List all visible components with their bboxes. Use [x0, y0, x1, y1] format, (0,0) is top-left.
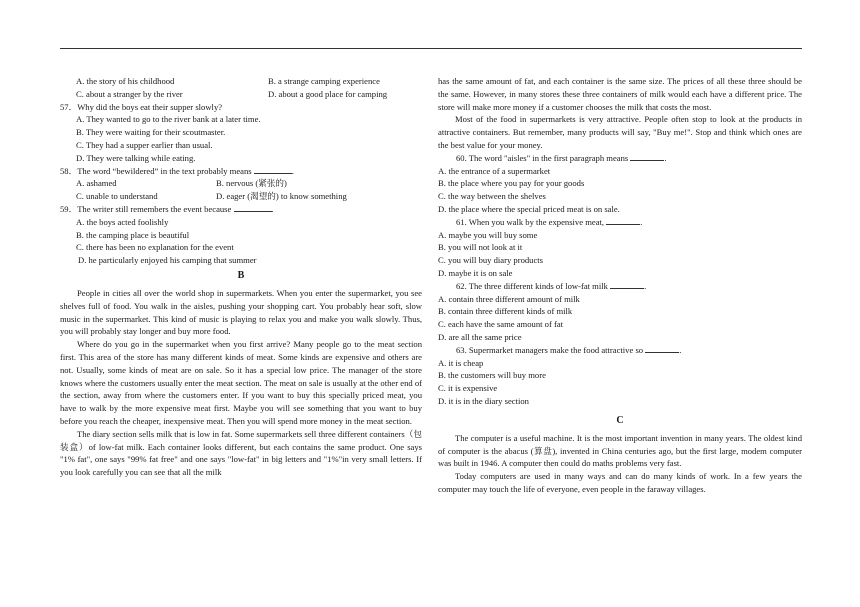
- passage-b-paragraph-3: The diary section sells milk that is low in fat. Some supermarkets sell three different containers（包装盒）of low-fat milk. Each container looks different, but each contains the same product. One says "1% fat", one says "99% fat free" and one says "low-fat" in big letters and "1%"in very small letters. If you look carefully you can see that all the milk: [60, 428, 422, 478]
- option-59-a: A. the boys acted foolishly: [76, 216, 169, 227]
- passage-b-paragraph-3-continued: has the same amount of fat, and each container is the same size. The prices of all these three should be the same. However, in many stores these three containers of milk would each have a different price. The store will make more money if a customer chooses the milk that costs the most.: [438, 76, 802, 112]
- passage-b-paragraph-1: People in cities all over the world shop in supermarkets. When you enter the supermarket, you see shelves full of food. You walk in the aisles, pushing your shopping cart. You probably hear soft, slow music in the supermarket. This kind of music is playing to relax you and make you walk slowly. Thus, you will probably stay longer and buy more food.: [60, 287, 422, 337]
- option-60-b: B. the place where you pay for your goods: [438, 178, 585, 189]
- option-58-b: B. nervous (紧张的): [216, 178, 287, 189]
- question-63-stem: [438, 344, 802, 357]
- option-62-c: C. each have the same amount of fat: [438, 319, 564, 330]
- answer-blank: [610, 280, 647, 291]
- option-59-c: C. there has been no explanation for the event: [76, 242, 234, 253]
- option-58-c: C. unable to understand: [76, 191, 158, 202]
- passage-c-paragraph-1: The computer is a useful machine. It is the most important invention in many years. The oldest kind of computer is the abacus (算盘), invented in China centuries ago, but the first large, modem computer was built in 1946. A computer then could do maths problems very fast.: [438, 432, 802, 469]
- option-61-b: B. you will not look at it: [438, 242, 523, 253]
- passage-b-paragraph-2: Where do you go in the supermarket when you first arrive? Many people go to the meat section first. This area of the store has many different kinds of meat. Some kinds are expensive and others are not. Usually, some kinds of meat are on sale. So it has a special low price. The manager of the store knows where the customers usually enter the meat section. The meat on sale is usually at the other end of the section, away from where the customers enter. If you want to buy this specially priced meat, you have to walk by the more expensive meat first. Maybe you will see something that you want to buy before you reach the cheaper, inexpensive meat. Then you will spend more money in the meat section.: [60, 339, 422, 426]
- option-62-b: B. contain three different kinds of milk: [438, 306, 573, 317]
- option-61-a: A. maybe you will buy some: [438, 229, 538, 240]
- option-60-c: C. the way between the shelves: [438, 191, 546, 202]
- option-59-d: D. he particularly enjoyed his camping that summer: [78, 255, 257, 266]
- answer-blank: [234, 203, 272, 212]
- option-63-b: B. the customers will buy more: [438, 370, 546, 381]
- option-63-a: A. it is cheap: [438, 357, 484, 368]
- option-56-b: B. a strange camping experience: [268, 76, 380, 86]
- option-56-d: D. about a good place for camping: [268, 88, 388, 99]
- question-61-stem: [438, 216, 802, 229]
- option-63-c: C. it is expensive: [438, 383, 498, 394]
- question-60-stem: [438, 152, 802, 165]
- option-60-a: A. the entrance of a supermarket: [438, 165, 551, 176]
- option-56-a: A. the story of his childhood: [76, 76, 175, 86]
- option-61-c: C. you will buy diary products: [438, 255, 544, 266]
- q58-options-row-2: [60, 190, 422, 203]
- passage-b-paragraph-4: Most of the food in supermarkets is very attractive. People often stop to look at the products in attractive containers. But remember, many products will say, "Buy me!". Stop and think which ones are the best value for your money.: [438, 114, 802, 150]
- question-58-stem: [60, 165, 422, 178]
- answer-blank: [630, 152, 667, 163]
- question-61-stem-end: .: [640, 216, 643, 227]
- answer-blank: [645, 344, 682, 355]
- question-62-stem-end: .: [644, 280, 647, 291]
- question-59-stem: [60, 203, 422, 216]
- answer-blank: [606, 216, 643, 227]
- option-57-b: B. They were waiting for their scoutmaster.: [76, 127, 226, 138]
- q56-options-row-1: [60, 75, 422, 88]
- question-63-stem-end: .: [679, 344, 682, 355]
- q56-options-row-2: [60, 88, 422, 101]
- option-57-d: D. They were talking while eating.: [76, 152, 196, 163]
- question-58-stem-text: 58．The word “bewildered” in the text probably means: [60, 165, 252, 176]
- question-59-stem-text: 59．The writer still remembers the event because: [60, 203, 232, 214]
- right-column: [438, 75, 802, 496]
- q58-options-row-1: [60, 177, 422, 190]
- question-60-stem-text: 60. The word "aisles" in the first paragraph means: [456, 152, 629, 163]
- header-rule: [60, 48, 802, 49]
- question-62-stem: [438, 280, 802, 293]
- section-b-heading: B: [237, 269, 245, 281]
- section-c-heading: C: [616, 414, 624, 426]
- left-column: [60, 75, 422, 479]
- question-61-stem-text: 61. When you walk by the expensive meat,: [456, 216, 605, 227]
- option-59-b: B. the camping place is beautiful: [76, 229, 190, 240]
- option-57-c: C. They had a supper earlier than usual.: [76, 139, 213, 150]
- answer-blank: [254, 165, 292, 174]
- option-58-d: D. eager (渴望的) to know something: [216, 191, 347, 202]
- question-57-stem: 57．Why did the boys eat their supper slowly?: [60, 101, 223, 112]
- option-63-d: D. it is in the diary section: [438, 395, 529, 406]
- option-56-c: C. about a stranger by the river: [76, 88, 183, 99]
- option-60-d: D. the place where the special priced meat is on sale.: [438, 203, 620, 214]
- option-61-d: D. maybe it is on sale: [438, 267, 513, 278]
- option-62-d: D. are all the same price: [438, 331, 522, 342]
- question-60-stem-end: .: [664, 152, 667, 163]
- question-63-stem-text: 63. Supermarket managers make the food attractive so: [456, 344, 644, 355]
- question-58-stem-end: .: [291, 165, 294, 176]
- option-57-a: A. They wanted to go to the river bank at a later time.: [76, 114, 261, 125]
- option-58-a: A. ashamed: [76, 178, 117, 189]
- passage-c-paragraph-2: Today computers are used in many ways and can do many kinds of work. In a few years the computer may touch the life of everyone, even people in the faraway villages.: [438, 471, 802, 494]
- question-62-stem-text: 62. The three different kinds of low-fat milk: [456, 280, 608, 291]
- option-62-a: A. contain three different amount of milk: [438, 293, 580, 304]
- question-59-stem-end: .: [271, 203, 274, 214]
